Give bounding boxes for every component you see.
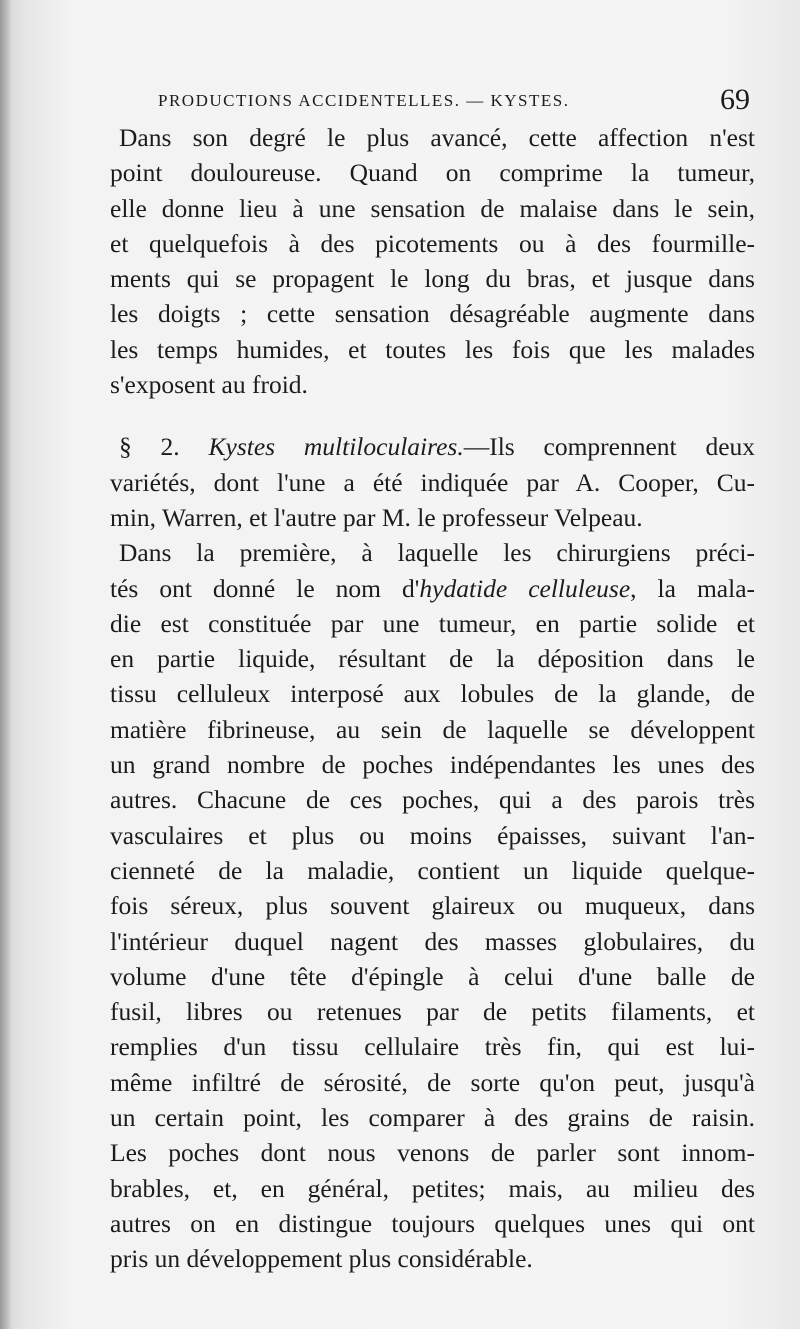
text-line: point douloureuse. Quand on comprime la tumeur,: [110, 158, 755, 188]
text-line: vasculaires et plus ou moins épaisses, suivant l'an-: [110, 820, 755, 850]
running-head: PRODUCTIONS ACCIDENTELLES. — KYSTES.: [158, 91, 570, 110]
text-line: et quelquefois à des picotements ou à des fourmille-: [110, 228, 755, 258]
text-line: l'intérieur duquel nagent des masses globulaires, du: [110, 926, 755, 956]
text-line: autres on en distingue toujours quelques unes qui ont: [110, 1208, 755, 1238]
section-heading-line: [110, 429, 755, 464]
text-line: s'exposent au froid.: [110, 370, 308, 400]
section-title: Kystes multiloculaires.: [208, 432, 464, 462]
text-line: remplies d'un tissu cellulaire très fin, qui est lui-: [110, 1032, 755, 1062]
text-line: Dans son degré le plus avancé, cette affection n'est: [119, 123, 755, 152]
text-line: un grand nombre de poches indépendantes les unes des: [110, 750, 755, 780]
section-2: [110, 429, 755, 535]
text-line: Dans la première, à laquelle les chirurgiens préci-: [119, 538, 755, 568]
text-line: un certain point, les comparer à des grains de raisin.: [110, 1103, 755, 1133]
paragraph-1: [110, 120, 755, 402]
text-line: pris un développement plus considérable.: [110, 1244, 533, 1274]
text-line: elle donne lieu à une sensation de malaise dans le sein,: [110, 193, 755, 223]
text-line: Les poches dont nous venons de parler sont innom-: [110, 1138, 755, 1168]
body-text: [110, 120, 755, 1277]
text-line: autres. Chacune de ces poches, qui a des parois très: [110, 785, 755, 815]
text-line: volume d'une tête d'épingle à celui d'une balle de: [110, 961, 755, 991]
text-segment: , la mala-: [630, 573, 756, 603]
text-line: les temps humides, et toutes les fois que les malades: [110, 334, 755, 364]
italic-term: hydatide celluleuse: [419, 573, 631, 603]
text-segment: tés ont donné le nom d': [110, 573, 420, 603]
page-gutter-shadow: [0, 0, 12, 1329]
section-heading-rest: —Ils comprennent deux: [463, 432, 756, 462]
paragraph-3: [110, 535, 755, 1276]
text-line: tissu celluleux interposé aux lobules de la glande, de: [110, 679, 755, 709]
section-number: § 2.: [119, 432, 180, 462]
page-header: [110, 83, 750, 119]
text-line: die est constituée par une tumeur, en partie solide et: [110, 608, 755, 638]
text-line: brables, et, en général, petites; mais, au milieu des: [110, 1173, 755, 1203]
text-line: min, Warren, et l'autre par M. le professeur Velpeau.: [110, 502, 643, 532]
text-line: variétés, dont l'une a été indiquée par A. Cooper, Cu-: [110, 467, 755, 497]
paragraph-gap: [110, 402, 755, 429]
text-line: matière fibrineuse, au sein de laquelle se développent: [110, 714, 755, 744]
text-line: en partie liquide, résultant de la déposition dans le: [110, 644, 755, 674]
text-line: les doigts ; cette sensation désagréable augmente dans: [110, 299, 755, 329]
text-line: cienneté de la maladie, contient un liquide quelque-: [110, 855, 755, 885]
text-line: ments qui se propagent le long du bras, et jusque dans: [110, 264, 755, 294]
page-number: 69: [720, 83, 750, 116]
text-line: fusil, libres ou retenues par de petits filaments, et: [110, 997, 755, 1027]
text-line: même infiltré de sérosité, de sorte qu'on peut, jusqu'à: [110, 1067, 755, 1097]
text-line-with-italic: [110, 571, 755, 606]
text-line: fois séreux, plus souvent glaireux ou muqueux, dans: [110, 891, 755, 921]
